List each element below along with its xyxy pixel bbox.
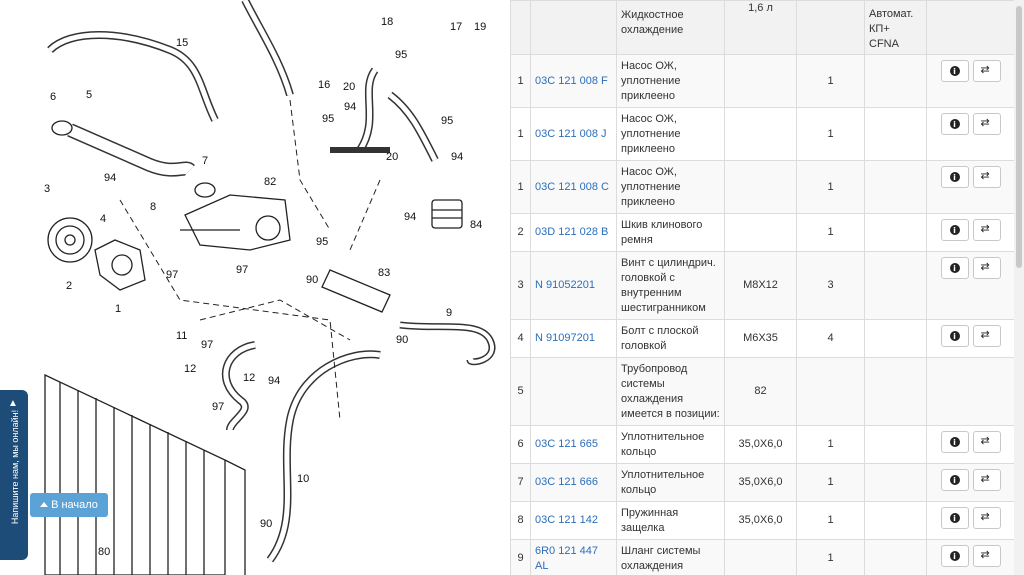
replace-arrows-icon: ⇄ — [980, 260, 990, 273]
replace-arrows-icon: ⇄ — [980, 472, 990, 485]
cell-part-number — [531, 320, 617, 358]
part-spec: 82 — [754, 385, 767, 397]
cell-note — [865, 252, 927, 320]
part-description: Винт с цилиндрич. головкой с внутренним шестигранником — [621, 256, 716, 314]
cell-quantity — [797, 252, 865, 320]
svg-text:97: 97 — [201, 339, 214, 351]
svg-text:94: 94 — [104, 172, 117, 184]
table-row — [511, 502, 1015, 540]
replacement-button[interactable] — [973, 325, 1001, 347]
replace-arrows-icon: ⇄ — [980, 63, 990, 76]
cell-spec — [725, 252, 797, 320]
cell-actions — [927, 108, 1015, 161]
svg-text:17: 17 — [450, 21, 463, 33]
position-number: 7 — [517, 476, 524, 488]
position-number: 1 — [517, 127, 524, 140]
replacement-button[interactable] — [973, 113, 1001, 135]
cell-quantity — [797, 214, 865, 252]
replace-arrows-icon: ⇄ — [980, 548, 990, 561]
part-description: Шланг системы охлаждения — [621, 544, 701, 572]
cell-position — [511, 426, 531, 464]
part-quantity: 3 — [827, 279, 834, 291]
table-row — [511, 161, 1015, 214]
table-row — [511, 320, 1015, 358]
replacement-button[interactable] — [973, 545, 1001, 567]
svg-text:97: 97 — [212, 401, 225, 413]
cell-spec — [725, 214, 797, 252]
cell-actions — [927, 464, 1015, 502]
info-button[interactable] — [941, 507, 969, 529]
cell-quantity — [797, 358, 865, 426]
part-spec: M8X12 — [743, 279, 778, 291]
svg-text:15: 15 — [176, 37, 189, 49]
cell-description — [617, 55, 725, 108]
part-spec: 35,0X6,0 — [738, 438, 783, 450]
svg-text:95: 95 — [441, 115, 454, 127]
parts-table — [510, 0, 1014, 575]
part-quantity: 1 — [827, 226, 834, 238]
svg-text:6: 6 — [50, 91, 57, 103]
cell-part-number — [531, 540, 617, 575]
svg-text:2: 2 — [66, 280, 73, 292]
svg-text:95: 95 — [322, 113, 335, 125]
header-cell-spec — [725, 1, 797, 55]
part-description: Насос ОЖ, уплотнение приклеено — [621, 59, 681, 102]
position-number: 3 — [517, 279, 524, 291]
info-icon — [950, 437, 960, 447]
table-row — [511, 252, 1015, 320]
part-description: Пружинная защелка — [621, 506, 679, 534]
svg-text:90: 90 — [396, 334, 409, 346]
position-number: 8 — [517, 514, 524, 526]
cell-part-number — [531, 161, 617, 214]
parts-table-pane — [510, 0, 1014, 575]
part-description: Насос ОЖ, уплотнение приклеено — [621, 165, 681, 208]
svg-text:82: 82 — [264, 176, 277, 188]
svg-text:1: 1 — [115, 303, 122, 315]
cell-note — [865, 161, 927, 214]
cell-actions — [927, 540, 1015, 575]
header-cell-code — [531, 1, 617, 55]
replace-arrows-icon: ⇄ — [980, 222, 990, 235]
cell-note — [865, 426, 927, 464]
cell-actions — [927, 502, 1015, 540]
scrollbar[interactable] — [1014, 0, 1024, 575]
part-number-link[interactable]: 03D 121 028 B — [535, 226, 609, 238]
cell-position — [511, 55, 531, 108]
cell-position — [511, 464, 531, 502]
info-button[interactable] — [941, 325, 969, 347]
replacement-button[interactable] — [973, 507, 1001, 529]
table-row — [511, 108, 1015, 161]
part-number-link[interactable]: N 91052201 — [535, 279, 595, 291]
svg-text:94: 94 — [268, 375, 281, 387]
svg-text:11: 11 — [176, 330, 188, 342]
part-quantity: 4 — [827, 332, 834, 344]
svg-text:94: 94 — [451, 151, 464, 163]
cell-description — [617, 252, 725, 320]
cell-spec — [725, 108, 797, 161]
svg-text:84: 84 — [470, 219, 483, 231]
position-number: 5 — [517, 385, 524, 397]
position-number: 4 — [517, 332, 524, 344]
cell-part-number — [531, 464, 617, 502]
info-button[interactable] — [941, 166, 969, 188]
svg-text:8: 8 — [150, 201, 157, 213]
part-description: Насос ОЖ, уплотнение приклеено — [621, 112, 681, 155]
header-note-line: Автомат. — [869, 8, 914, 20]
cell-description — [617, 320, 725, 358]
position-number: 9 — [517, 552, 524, 564]
cell-note — [865, 540, 927, 575]
info-button[interactable] — [941, 431, 969, 453]
svg-text:94: 94 — [404, 211, 417, 223]
scrollbar-thumb[interactable] — [1016, 6, 1022, 268]
svg-text:97: 97 — [236, 264, 249, 276]
cell-quantity — [797, 55, 865, 108]
cell-spec — [725, 464, 797, 502]
cell-position — [511, 358, 531, 426]
cell-position — [511, 540, 531, 575]
cell-part-number — [531, 55, 617, 108]
header-cell-actions — [927, 1, 1015, 55]
cell-spec — [725, 358, 797, 426]
part-number-link[interactable]: 03C 121 665 — [535, 438, 598, 450]
info-icon — [950, 551, 960, 561]
cell-position — [511, 320, 531, 358]
part-quantity: 1 — [827, 552, 834, 564]
replacement-button[interactable] — [973, 431, 1001, 453]
position-number: 1 — [517, 180, 524, 193]
cell-description — [617, 540, 725, 575]
info-icon — [950, 513, 960, 523]
header-cell-qty — [797, 1, 865, 55]
cell-note — [865, 320, 927, 358]
cell-description — [617, 161, 725, 214]
cell-quantity — [797, 540, 865, 575]
cell-position — [511, 161, 531, 214]
cell-part-number — [531, 426, 617, 464]
replace-arrows-icon: ⇄ — [980, 169, 990, 182]
cell-description — [617, 214, 725, 252]
info-button[interactable] — [941, 469, 969, 491]
cell-quantity — [797, 426, 865, 464]
part-quantity: 1 — [827, 438, 834, 450]
svg-text:7: 7 — [202, 155, 209, 167]
part-number-link[interactable]: 03C 121 008 C — [535, 180, 609, 193]
svg-text:10: 10 — [297, 473, 310, 485]
info-button[interactable] — [941, 545, 969, 567]
part-quantity: 1 — [827, 514, 834, 526]
cell-spec — [725, 161, 797, 214]
svg-text:16: 16 — [318, 79, 331, 91]
header-cell-pos — [511, 1, 531, 55]
replacement-button[interactable] — [973, 257, 1001, 279]
svg-text:90: 90 — [306, 274, 319, 286]
chevron-up-icon: ▲ — [8, 398, 18, 409]
info-button[interactable] — [941, 257, 969, 279]
svg-text:95: 95 — [395, 49, 408, 61]
cell-note — [865, 358, 927, 426]
chat-widget-tab[interactable] — [0, 390, 28, 560]
replace-arrows-icon: ⇄ — [980, 434, 990, 447]
replace-arrows-icon: ⇄ — [980, 510, 990, 523]
svg-text:94: 94 — [344, 101, 357, 113]
back-to-top-label: В начало — [51, 499, 98, 511]
cell-note — [865, 55, 927, 108]
info-button[interactable] — [941, 113, 969, 135]
part-spec: 35,0X6,0 — [738, 514, 783, 526]
svg-text:12: 12 — [184, 363, 197, 375]
cell-note — [865, 214, 927, 252]
cell-note — [865, 502, 927, 540]
cell-description — [617, 426, 725, 464]
svg-text:83: 83 — [378, 267, 391, 279]
part-description: Трубопровод системы охлаждения имеется в позиции: — [621, 362, 720, 420]
info-button[interactable] — [941, 60, 969, 82]
cell-description — [617, 502, 725, 540]
svg-text:90: 90 — [260, 518, 273, 530]
header-desc-text: Жидкостное охлаждение — [621, 9, 684, 36]
svg-text:20: 20 — [343, 81, 356, 93]
svg-text:19: 19 — [474, 21, 487, 33]
cell-actions — [927, 161, 1015, 214]
part-number-link[interactable]: 6R0 121 447 AL — [535, 544, 598, 572]
cell-position — [511, 252, 531, 320]
info-button[interactable] — [941, 219, 969, 241]
position-number: 2 — [517, 226, 524, 238]
cell-quantity — [797, 464, 865, 502]
svg-text:9: 9 — [446, 307, 453, 319]
table-row — [511, 464, 1015, 502]
position-number: 1 — [517, 74, 524, 87]
part-number-link[interactable]: 03C 121 008 F — [535, 74, 608, 87]
cell-note — [865, 464, 927, 502]
part-number-link[interactable]: 03C 121 666 — [535, 476, 598, 488]
table-row — [511, 214, 1015, 252]
cell-actions — [927, 252, 1015, 320]
cell-quantity — [797, 502, 865, 540]
header-cell-desc — [617, 1, 725, 55]
cell-note — [865, 108, 927, 161]
cell-actions — [927, 55, 1015, 108]
cell-part-number — [531, 502, 617, 540]
cell-part-number — [531, 252, 617, 320]
info-icon — [950, 119, 960, 129]
cell-quantity — [797, 108, 865, 161]
part-description: Болт с плоской головкой — [621, 324, 699, 352]
cooling-system-exploded-view — [0, 0, 510, 575]
parts-diagram — [0, 0, 510, 575]
back-to-top-button[interactable] — [30, 493, 108, 517]
part-description: Шкив клинового ремня — [621, 218, 703, 246]
replace-arrows-icon: ⇄ — [980, 116, 990, 129]
svg-text:95: 95 — [316, 236, 329, 248]
cell-position — [511, 502, 531, 540]
svg-text:18: 18 — [381, 16, 394, 28]
cell-spec — [725, 320, 797, 358]
svg-text:12: 12 — [243, 372, 256, 384]
part-description: Уплотнительное кольцо — [621, 468, 705, 496]
part-number-link[interactable]: 03C 121 142 — [535, 514, 598, 526]
cell-part-number — [531, 214, 617, 252]
cell-spec — [725, 55, 797, 108]
header-note-line: CFNA — [869, 38, 899, 50]
position-number: 6 — [517, 438, 524, 450]
cell-actions — [927, 320, 1015, 358]
cell-position — [511, 108, 531, 161]
info-icon — [950, 331, 960, 341]
info-icon — [950, 172, 960, 182]
part-number-link[interactable]: N 91097201 — [535, 332, 595, 344]
svg-text:5: 5 — [86, 89, 93, 101]
replacement-button[interactable] — [973, 60, 1001, 82]
diagram-callout-labels — [44, 16, 486, 558]
info-icon — [950, 66, 960, 76]
svg-text:97: 97 — [166, 269, 179, 281]
svg-text:4: 4 — [100, 213, 107, 225]
replacement-button[interactable] — [973, 469, 1001, 491]
replace-arrows-icon: ⇄ — [980, 328, 990, 341]
cell-spec — [725, 540, 797, 575]
part-description: Уплотнительное кольцо — [621, 430, 705, 458]
cell-spec — [725, 502, 797, 540]
header-cell-note — [865, 1, 927, 55]
arrow-up-icon — [40, 502, 48, 507]
cell-actions — [927, 214, 1015, 252]
header-note-line: КП+ — [869, 23, 890, 35]
cell-part-number — [531, 108, 617, 161]
svg-text:80: 80 — [98, 546, 111, 558]
info-icon — [950, 225, 960, 235]
part-number-link[interactable]: 03C 121 008 J — [535, 127, 607, 140]
table-row — [511, 55, 1015, 108]
cell-description — [617, 464, 725, 502]
part-quantity: 1 — [827, 74, 834, 87]
cell-quantity — [797, 161, 865, 214]
cell-position — [511, 214, 531, 252]
replacement-button[interactable] — [973, 166, 1001, 188]
svg-text:20: 20 — [386, 151, 399, 163]
part-spec: 35,0X6,0 — [738, 476, 783, 488]
table-row — [511, 426, 1015, 464]
info-icon — [950, 263, 960, 273]
chat-widget-label: Напишите нам, мы онлайн! — [10, 409, 20, 525]
cell-description — [617, 108, 725, 161]
cell-quantity — [797, 320, 865, 358]
replacement-button[interactable] — [973, 219, 1001, 241]
part-quantity: 1 — [827, 180, 834, 193]
table-row — [511, 540, 1015, 575]
info-icon — [950, 475, 960, 485]
header-spec-text: 1,6 л — [748, 2, 773, 14]
table-header-row — [511, 1, 1015, 55]
cell-part-number — [531, 358, 617, 426]
part-spec: M6X35 — [743, 332, 778, 344]
cell-actions — [927, 358, 1015, 426]
svg-text:3: 3 — [44, 183, 51, 195]
part-quantity: 1 — [827, 127, 834, 140]
part-quantity: 1 — [827, 476, 834, 488]
table-row — [511, 358, 1015, 426]
cell-description — [617, 358, 725, 426]
cell-spec — [725, 426, 797, 464]
cell-actions — [927, 426, 1015, 464]
